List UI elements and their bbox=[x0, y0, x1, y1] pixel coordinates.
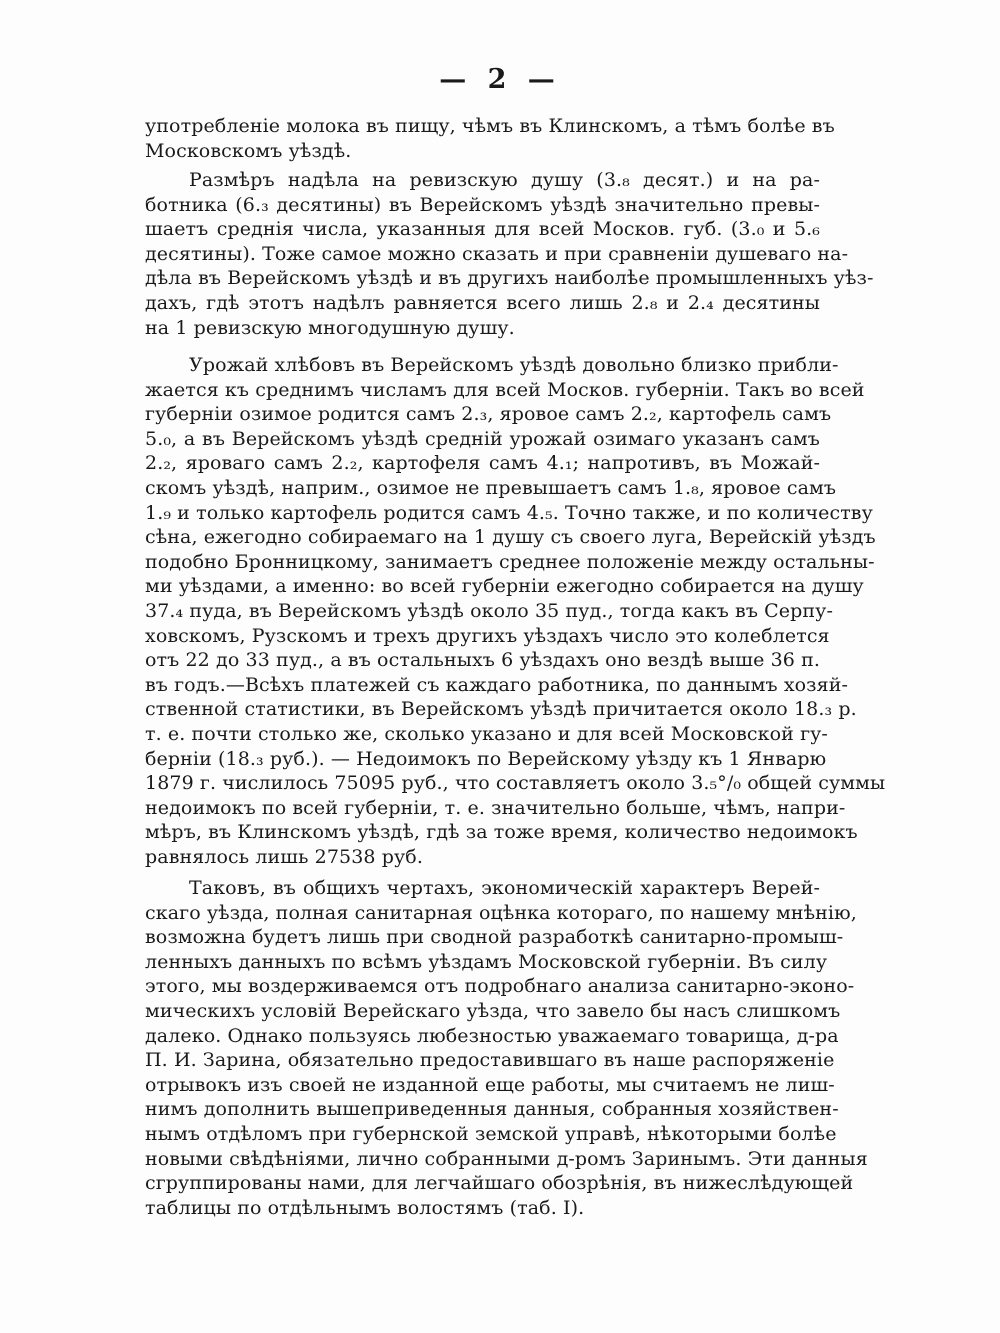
text-line: равнялось лишь 27538 руб. bbox=[145, 845, 423, 868]
text-line: мическихъ условій Верейскаго уѣзда, что завело бы насъ слишкомъ bbox=[145, 999, 841, 1022]
text-line: Таковъ, въ общихъ чертахъ, экономическій характеръ Верей- bbox=[189, 877, 820, 899]
text-line: сгруппированы нами, для легчайшаго обозрѣнія, въ нижеслѣдующей bbox=[145, 1172, 854, 1195]
text-line: возможна будетъ лишь при сводной разработкѣ санитарно-промыш- bbox=[145, 926, 844, 949]
text-line: употребленіе молока въ пищу, чѣмъ въ Клинскомъ, а тѣмъ болѣе въ bbox=[145, 115, 835, 137]
page-number: — 2 — bbox=[439, 64, 561, 95]
text-line: ми уѣздами, а именно: во всей губерніи ежегодно собирается на душу bbox=[145, 575, 864, 598]
text-line: 5.₀, а въ Верейскомъ уѣздѣ средній урожай озимаго указанъ самъ bbox=[145, 427, 820, 450]
text-line: Московскомъ уѣздѣ. bbox=[145, 139, 352, 162]
text-line: ленныхъ данныхъ по всѣмъ уѣздамъ Московской губерніи. Въ силу bbox=[145, 950, 828, 973]
text-line: въ годъ.—Всѣхъ платежей съ каждаго работника, по даннымъ хозяй- bbox=[145, 673, 849, 696]
text-line: 1.₉ и только картофель родится самъ 4.₅. Точно также, и по количеству bbox=[145, 501, 873, 524]
text-line: жается къ среднимъ числамъ для всей Москов. губерніи. Такъ во всей bbox=[145, 378, 865, 401]
text-line: отъ 22 до 33 пуд., а въ остальныхъ 6 уѣздахъ оно вездѣ выше 36 п. bbox=[145, 649, 820, 672]
text-line: таблицы по отдѣльнымъ волостямъ (таб. I). bbox=[145, 1196, 585, 1219]
paragraph-summary bbox=[145, 876, 868, 1220]
paragraph-allotment bbox=[145, 168, 874, 340]
text-line: П. И. Зарина, обязательно предоставившаго въ наше распоряженіе bbox=[145, 1049, 835, 1072]
text-line: новыми свѣдѣніями, лично собранными д-ромъ Заринымъ. Эти данныя bbox=[145, 1147, 868, 1170]
text-line: ховскомъ, Рузскомъ и трехъ другихъ уѣздахъ число это колеблется bbox=[145, 624, 830, 647]
text-line: подобно Бронницкому, занимаетъ среднее положеніе между остальны- bbox=[145, 550, 875, 573]
text-line: ботника (6.₃ десятины) въ Верейскомъ уѣздѣ значительно превы- bbox=[145, 193, 820, 216]
text-line: 37.₄ пуда, въ Верейскомъ уѣздѣ около 35 пуд., тогда какъ въ Серпу- bbox=[145, 599, 833, 622]
text-line: отрывокъ изъ своей не изданной еще работы, мы считаемъ не лиш- bbox=[145, 1073, 835, 1096]
text-line: губерніи озимое родится самъ 2.₃, яровое самъ 2.₂, картофель самъ bbox=[145, 403, 832, 426]
paragraph-harvest bbox=[145, 353, 886, 869]
text-line: Размѣръ надѣла на ревизскую душу (3.₈ десят.) и на ра- bbox=[189, 169, 820, 191]
text-line: 1879 г. числилось 75095 руб., что составляетъ около 3.₅°/₀ общей суммы bbox=[145, 772, 886, 795]
text-line: дахъ, гдѣ этотъ надѣлъ равняется всего лишь 2.₈ и 2.₄ десятины bbox=[145, 291, 820, 314]
text-line: ственной статистики, въ Верейскомъ уѣздѣ причитается около 18.₃ р. bbox=[145, 698, 857, 721]
text-line: 2.₂, яроваго самъ 2.₂, картофеля самъ 4.₁; напротивъ, въ Можай- bbox=[145, 452, 820, 475]
text-line: этого, мы воздерживаемся отъ подробнаго анализа санитарно-эконо- bbox=[145, 975, 855, 998]
text-line: мѣръ, въ Клинскомъ уѣздѣ, гдѣ за тоже время, количество недоимокъ bbox=[145, 821, 858, 844]
text-line: скаго уѣзда, полная санитарная оцѣнка котораго, по нашему мнѣнію, bbox=[145, 901, 857, 924]
text-line: далеко. Однако пользуясь любезностью уважаемаго товарища, д-ра bbox=[145, 1024, 839, 1047]
text-line: скомъ уѣздѣ, наприм., озимое не превышаетъ самъ 1.₈, яровое самъ bbox=[145, 476, 837, 499]
text-line: на 1 ревизскую многодушную душу. bbox=[145, 316, 515, 339]
text-line: шаетъ среднія числа, указанныя для всей Москов. губ. (3.₀ и 5.₆ bbox=[145, 218, 820, 241]
text-line: сѣна, ежегодно собираемаго на 1 душу съ своего луга, Верейскій уѣздъ bbox=[145, 526, 876, 549]
text-line: т. е. почти столько же, сколько указано и для всей Московской гу- bbox=[145, 722, 828, 745]
paragraph-continuation bbox=[145, 114, 835, 163]
text-line: нимъ дополнить вышеприведенныя данныя, собранныя хозяйствен- bbox=[145, 1098, 839, 1121]
text-line: недоимокъ по всей губерніи, т. е. значительно больше, чѣмъ, напри- bbox=[145, 796, 846, 819]
text-line: берніи (18.₃ руб.). — Недоимокъ по Верейскому уѣзду къ 1 Январю bbox=[145, 747, 827, 770]
text-line: дѣла въ Верейскомъ уѣздѣ и въ другихъ наиболѣе промышленныхъ уѣз- bbox=[145, 267, 874, 290]
text-line: нымъ отдѣломъ при губернской земской управѣ, нѣкоторыми болѣе bbox=[145, 1122, 837, 1145]
text-line: десятины). Тоже самое можно сказать и при сравненіи душеваго на- bbox=[145, 242, 849, 265]
text-line: Урожай хлѣбовъ въ Верейскомъ уѣздѣ довольно близко прибли- bbox=[189, 354, 839, 376]
